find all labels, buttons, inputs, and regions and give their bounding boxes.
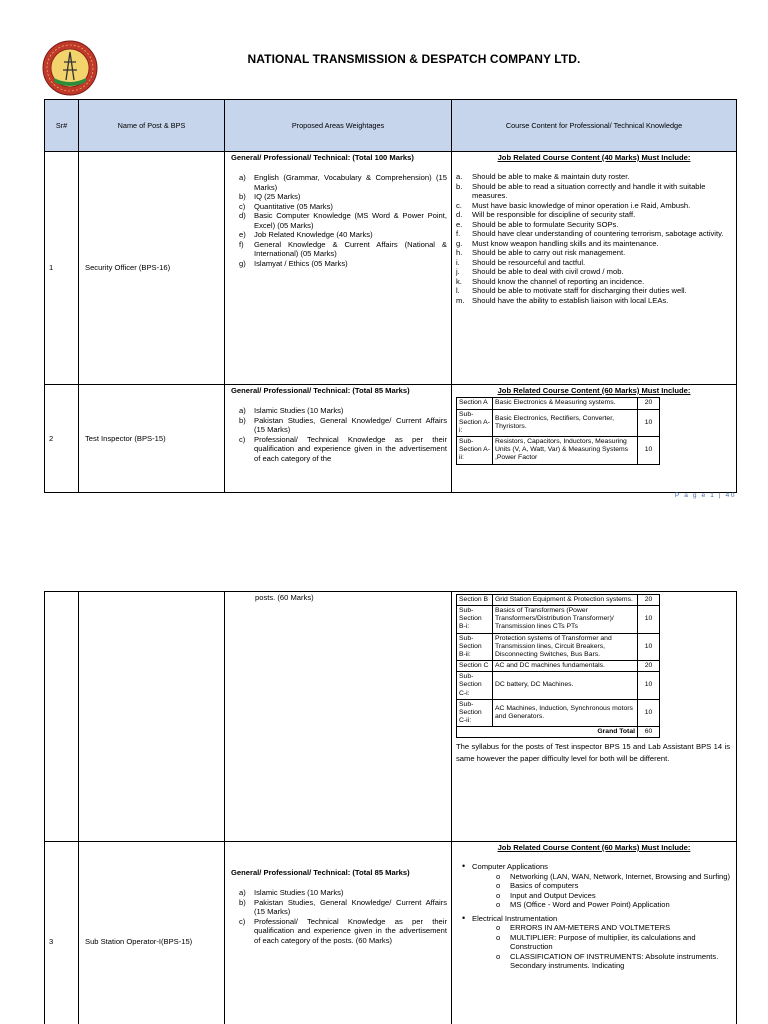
item-letter: e): [239, 230, 246, 240]
sub-bullet-text: ERRORS IN AM-METERS AND VOLTMETERS: [510, 923, 671, 933]
course-item: [456, 182, 732, 201]
course-item: [456, 277, 732, 286]
section-marks: 10: [638, 606, 660, 633]
item-letter: g.: [456, 238, 463, 248]
item-letter: k.: [456, 276, 462, 286]
circle-bullet-icon: o: [496, 871, 501, 881]
area-item: [231, 230, 447, 239]
item-letter: b): [239, 897, 246, 907]
sub-bullet-text: Basics of computers: [510, 881, 579, 891]
section-row: [457, 633, 660, 660]
sub-bullet-item: [456, 881, 732, 890]
sub-bullet-text: MULTIPLIER: Purpose of multiplier, its calculations and Construction: [510, 932, 696, 952]
item-text: Professional/ Technical Knowledge as per their qualification and experience given in the advertisement of each category of the posts. (60 Marks): [254, 916, 447, 945]
header-sr: Sr#: [45, 100, 79, 152]
section-row: [457, 699, 660, 726]
course-item: [456, 248, 732, 257]
item-text: Must have basic knowledge of minor operation i.e Raid, Ambush.: [472, 200, 691, 210]
bullet-text: Computer Applications: [472, 862, 548, 872]
item-letter: a): [239, 173, 246, 183]
table-row: [45, 592, 737, 842]
item-letter: g): [239, 258, 246, 268]
section-label: Section B: [457, 595, 493, 606]
item-text: Should know the channel of reporting an incidence.: [472, 276, 645, 286]
item-text: Job Related Knowledge (40 Marks): [254, 230, 373, 240]
areas-lead: General/ Professional/ Technical: (Total 85 Marks): [231, 386, 410, 395]
item-text: Should be resourceful and tactful.: [472, 257, 586, 267]
item-text: Pakistan Studies, General Knowledge/ Current Affairs (15 Marks): [254, 897, 447, 917]
item-letter: f): [239, 239, 244, 249]
circle-bullet-icon: o: [496, 890, 501, 900]
item-text: Quantitative (05 Marks): [254, 201, 333, 211]
course-list: [456, 172, 732, 305]
header-post: Name of Post & BPS: [79, 100, 225, 152]
company-logo: [42, 40, 98, 96]
item-text: IQ (25 Marks): [254, 192, 301, 202]
sub-bullet-text: CLASSIFICATION OF INSTRUMENTS: Absolute instruments. Secondary instruments. Indicating: [510, 951, 719, 971]
section-row: [457, 661, 660, 672]
section-row: [457, 606, 660, 633]
item-text: Basic Computer Knowledge (MS Word & Power Point, Excel) (05 Marks): [254, 211, 447, 230]
row-sr: 3: [45, 842, 79, 1024]
item-text: Pakistan Studies, General Knowledge/ Current Affairs (15 Marks): [254, 415, 447, 435]
item-text: English (Grammar, Vocabulary & Comprehension) (15 Marks): [254, 173, 447, 192]
bullet-item: [456, 862, 732, 871]
grand-total-label: Grand Total: [457, 727, 638, 738]
row-course: [452, 385, 737, 493]
sub-bullet-item: [456, 933, 732, 952]
area-item: [231, 888, 447, 897]
row-post: Test Inspector (BPS-15): [79, 385, 225, 493]
item-text: General Knowledge & Current Affairs (National & International) (05 Marks): [254, 239, 447, 259]
item-text: Should be able to formulate Security SOPs.: [472, 219, 619, 229]
item-text: Should be able to make & maintain duty roster.: [472, 172, 630, 182]
course-item: [456, 229, 732, 238]
course-item: [456, 201, 732, 210]
item-letter: e.: [456, 219, 463, 229]
section-label: Section A: [457, 398, 493, 409]
item-text: Must know weapon handling skills and its maintenance.: [472, 238, 659, 248]
circle-bullet-icon: o: [496, 932, 501, 942]
section-topic: Basic Electronics & Measuring systems.: [493, 398, 638, 409]
areas-lead: General/ Professional/ Technical: (Total 85 Marks): [231, 868, 410, 877]
section-label: Sub-Section C-ii:: [457, 699, 493, 726]
course-item: [456, 296, 732, 305]
document-title: NATIONAL TRANSMISSION & DESPATCH COMPANY LTD.: [247, 52, 581, 66]
item-letter: c.: [456, 200, 462, 210]
header-course: Course Content for Professional/ Technical Knowledge: [452, 100, 737, 152]
item-text: Should be able to read a situation correctly and handle it with suitable measures.: [472, 181, 706, 201]
item-letter: a): [239, 888, 246, 898]
area-item: [231, 211, 447, 230]
bullet-icon: •: [462, 912, 466, 923]
area-item: [231, 416, 447, 435]
areas-lead: General/ Professional/ Technical: (Total 100 Marks): [231, 153, 414, 162]
section-label: Section C: [457, 661, 493, 672]
item-letter: i.: [456, 257, 460, 267]
row-course: [452, 152, 737, 385]
item-text: Islamic Studies (10 Marks): [254, 888, 344, 898]
section-label: Sub-Section A-i:: [457, 409, 493, 436]
section-topic: Basic Electronics, Rectifiers, Converter, Thyristors.: [493, 409, 638, 436]
areas-continued: posts. (60 Marks): [255, 593, 314, 602]
section-topic: Resistors, Capacitors, Inductors, Measuring Units (V, A, Watt, Var) & Measuring Systems ,Power Factor: [493, 437, 638, 464]
area-list: [231, 173, 447, 268]
area-list: [231, 888, 447, 945]
section-marks: 10: [638, 699, 660, 726]
row-sr: 1: [45, 152, 79, 385]
item-text: Should be able to carry out risk management.: [472, 248, 626, 258]
course-item: [456, 210, 732, 219]
table-header: [45, 100, 737, 152]
sub-bullet-text: MS (Office - Word and Power Point) Application: [510, 900, 670, 910]
sub-bullet-item: [456, 872, 732, 881]
circle-bullet-icon: o: [496, 881, 501, 891]
item-letter: b): [239, 415, 246, 425]
item-text: Should be able to deal with civil crowd / mob.: [472, 267, 624, 277]
item-letter: h.: [456, 248, 463, 258]
item-letter: c): [239, 434, 246, 444]
section-label: Sub-Section B-ii:: [457, 633, 493, 660]
section-marks: 10: [638, 672, 660, 699]
sub-bullet-text: Input and Output Devices: [510, 890, 596, 900]
grand-total-value: 60: [638, 727, 660, 738]
table-row: [45, 842, 737, 1024]
course-head: Job Related Course Content (60 Marks) Must Include:: [497, 843, 691, 852]
row-sr: 2: [45, 385, 79, 493]
item-text: Should have the ability to establish liaison with local LEAs.: [472, 295, 669, 305]
course-head: Job Related Course Content (40 Marks) Must Include:: [497, 153, 691, 162]
section-label: Sub-Section B-i:: [457, 606, 493, 633]
section-marks: 10: [638, 633, 660, 660]
item-letter: d): [239, 211, 246, 221]
item-letter: m.: [456, 295, 465, 305]
section-marks-table: [456, 594, 660, 738]
table-row: [45, 152, 737, 385]
sub-bullet-item: [456, 923, 732, 932]
syllabus-table-page-1: [44, 99, 737, 493]
sub-bullet-text: Networking (LAN, WAN, Network, Internet, Browsing and Surfing): [510, 871, 731, 881]
area-item: [231, 406, 447, 415]
item-letter: d.: [456, 210, 463, 220]
section-row: [457, 437, 660, 464]
row-areas: [225, 842, 452, 1024]
section-marks: 20: [638, 595, 660, 606]
header-areas: Proposed Areas Weightages: [225, 100, 452, 152]
bullet-icon: •: [462, 861, 466, 872]
row-course: [452, 842, 737, 1024]
section-marks: 20: [638, 661, 660, 672]
section-label: Sub-Section C-i:: [457, 672, 493, 699]
row-sr: [45, 592, 79, 842]
course-item: [456, 239, 732, 248]
area-item: [231, 259, 447, 268]
row-post: [79, 592, 225, 842]
bullet-text: Electrical Instrumentation: [472, 913, 558, 923]
area-item: [231, 917, 447, 945]
section-label: Sub-Section A-ii:: [457, 437, 493, 464]
section-row: [457, 398, 660, 409]
item-letter: f.: [456, 229, 461, 239]
circle-bullet-icon: o: [496, 900, 501, 910]
section-topic: DC battery, DC Machines.: [493, 672, 638, 699]
section-topic: Grid Station Equipment & Protection systems.: [493, 595, 638, 606]
row-course: [452, 592, 737, 842]
row-areas: [225, 385, 452, 493]
section-row: [457, 595, 660, 606]
syllabus-table-page-2: [44, 591, 737, 1024]
item-text: Should be able to motivate staff for discharging their duties well.: [472, 286, 687, 296]
section-marks: 10: [638, 409, 660, 436]
area-item: [231, 240, 447, 259]
item-letter: a): [239, 406, 246, 416]
item-letter: j.: [456, 267, 460, 277]
syllabus-note: The syllabus for the posts of Test inspector BPS 15 and Lab Assistant BPS 14 is same however the paper difficulty level for both will be different.: [456, 742, 730, 764]
area-item: [231, 173, 447, 192]
item-text: Islamic Studies (10 Marks): [254, 406, 344, 416]
circle-bullet-icon: o: [496, 951, 501, 961]
item-letter: l.: [456, 286, 460, 296]
area-item: [231, 435, 447, 463]
item-letter: b): [239, 192, 246, 202]
item-letter: a.: [456, 172, 463, 182]
sub-bullet-item: [456, 952, 732, 971]
item-letter: c): [239, 201, 246, 211]
course-item: [456, 267, 732, 276]
row-post: Sub Station Operator-I(BPS-15): [79, 842, 225, 1024]
page-number: P a g e 1 | 40: [674, 492, 736, 499]
section-topic: AC and DC machines fundamentals.: [493, 661, 638, 672]
item-letter: c): [239, 916, 246, 926]
item-text: Will be responsible for discipline of security staff.: [472, 210, 636, 220]
course-bullet-list: [456, 862, 732, 970]
section-marks-table: [456, 397, 660, 464]
area-item: [231, 192, 447, 201]
section-topic: AC Machines, Induction, Synchronous motors and Generators.: [493, 699, 638, 726]
section-marks: 10: [638, 437, 660, 464]
row-areas: [225, 152, 452, 385]
course-head: Job Related Course Content (60 Marks) Must Include:: [497, 386, 691, 395]
area-item: [231, 898, 447, 917]
course-item: [456, 258, 732, 267]
table-row: [45, 385, 737, 493]
grand-total-row: [457, 727, 660, 738]
row-post: Security Officer (BPS-16): [79, 152, 225, 385]
section-row: [457, 672, 660, 699]
circle-bullet-icon: o: [496, 923, 501, 933]
course-item: [456, 286, 732, 295]
sub-bullet-item: [456, 900, 732, 909]
item-text: Should have clear understanding of countering terrorism, sabotage activity.: [472, 229, 724, 239]
item-letter: b.: [456, 181, 463, 191]
section-topic: Basics of Transformers (Power Transformers/Distribution Transformer)/ Transmission lines CTs PTs: [493, 606, 638, 633]
item-text: Islamyat / Ethics (05 Marks): [254, 258, 348, 268]
item-text: Professional/ Technical Knowledge as per their qualification and experience given in the advertisement of each category of the: [254, 434, 447, 463]
sub-bullet-item: [456, 891, 732, 900]
section-marks: 20: [638, 398, 660, 409]
row-areas: [225, 592, 452, 842]
course-item: [456, 220, 732, 229]
section-row: [457, 409, 660, 436]
area-item: [231, 202, 447, 211]
section-topic: Protection systems of Transformer and Transmission lines, Circuit Breakers, Disconnecting Switches, Bus Bars.: [493, 633, 638, 660]
area-list: [231, 406, 447, 463]
bullet-item: [456, 914, 732, 923]
course-item: [456, 172, 732, 181]
